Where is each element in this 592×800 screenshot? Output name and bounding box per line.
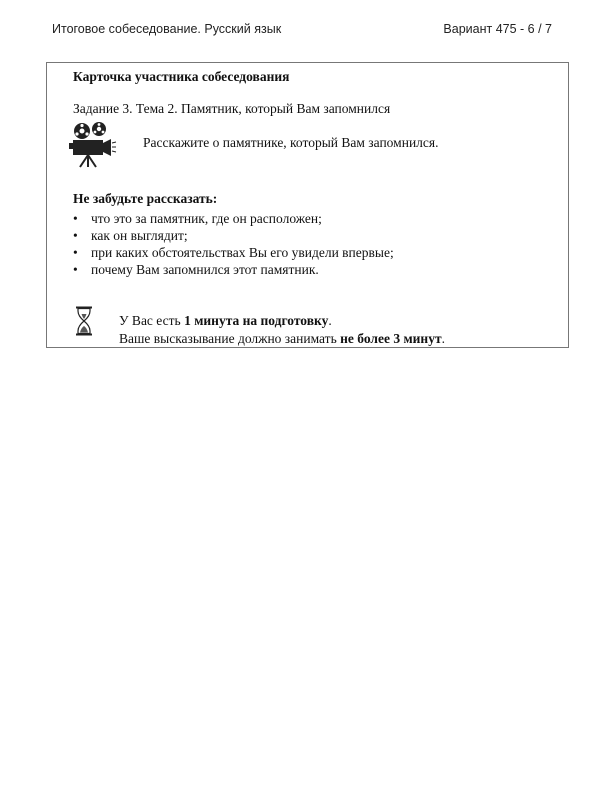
hourglass-icon — [75, 306, 93, 336]
task-title: Задание 3. Тема 2. Памятник, который Вам запомнился — [73, 101, 391, 116]
header-variant: Вариант 475 - 6 / 7 — [443, 22, 552, 36]
page-header — [52, 22, 552, 36]
list-item: • как он выглядит; — [73, 227, 394, 244]
prep-time-text: У Вас есть 1 минута на подготовку. — [119, 313, 332, 328]
header-exam-title: Итоговое собеседование. Русский язык — [52, 22, 282, 36]
points-list — [73, 210, 394, 278]
card-title: Карточка участника собеседования — [73, 69, 290, 84]
list-item: • что это за памятник, где он расположен; — [73, 210, 394, 227]
list-item: • при каких обстоятельствах Вы его увидели впервые; — [73, 244, 394, 261]
film-projector-icon — [67, 120, 117, 168]
participant-card — [46, 62, 569, 348]
list-item: • почему Вам запомнился этот памятник. — [73, 261, 394, 278]
answer-time-text: Ваше высказывание должно занимать не более 3 минут. — [119, 331, 445, 346]
remember-heading: Не забудьте рассказать: — [73, 191, 218, 206]
task-instruction: Расскажите о памятнике, который Вам запомнился. — [143, 135, 439, 150]
